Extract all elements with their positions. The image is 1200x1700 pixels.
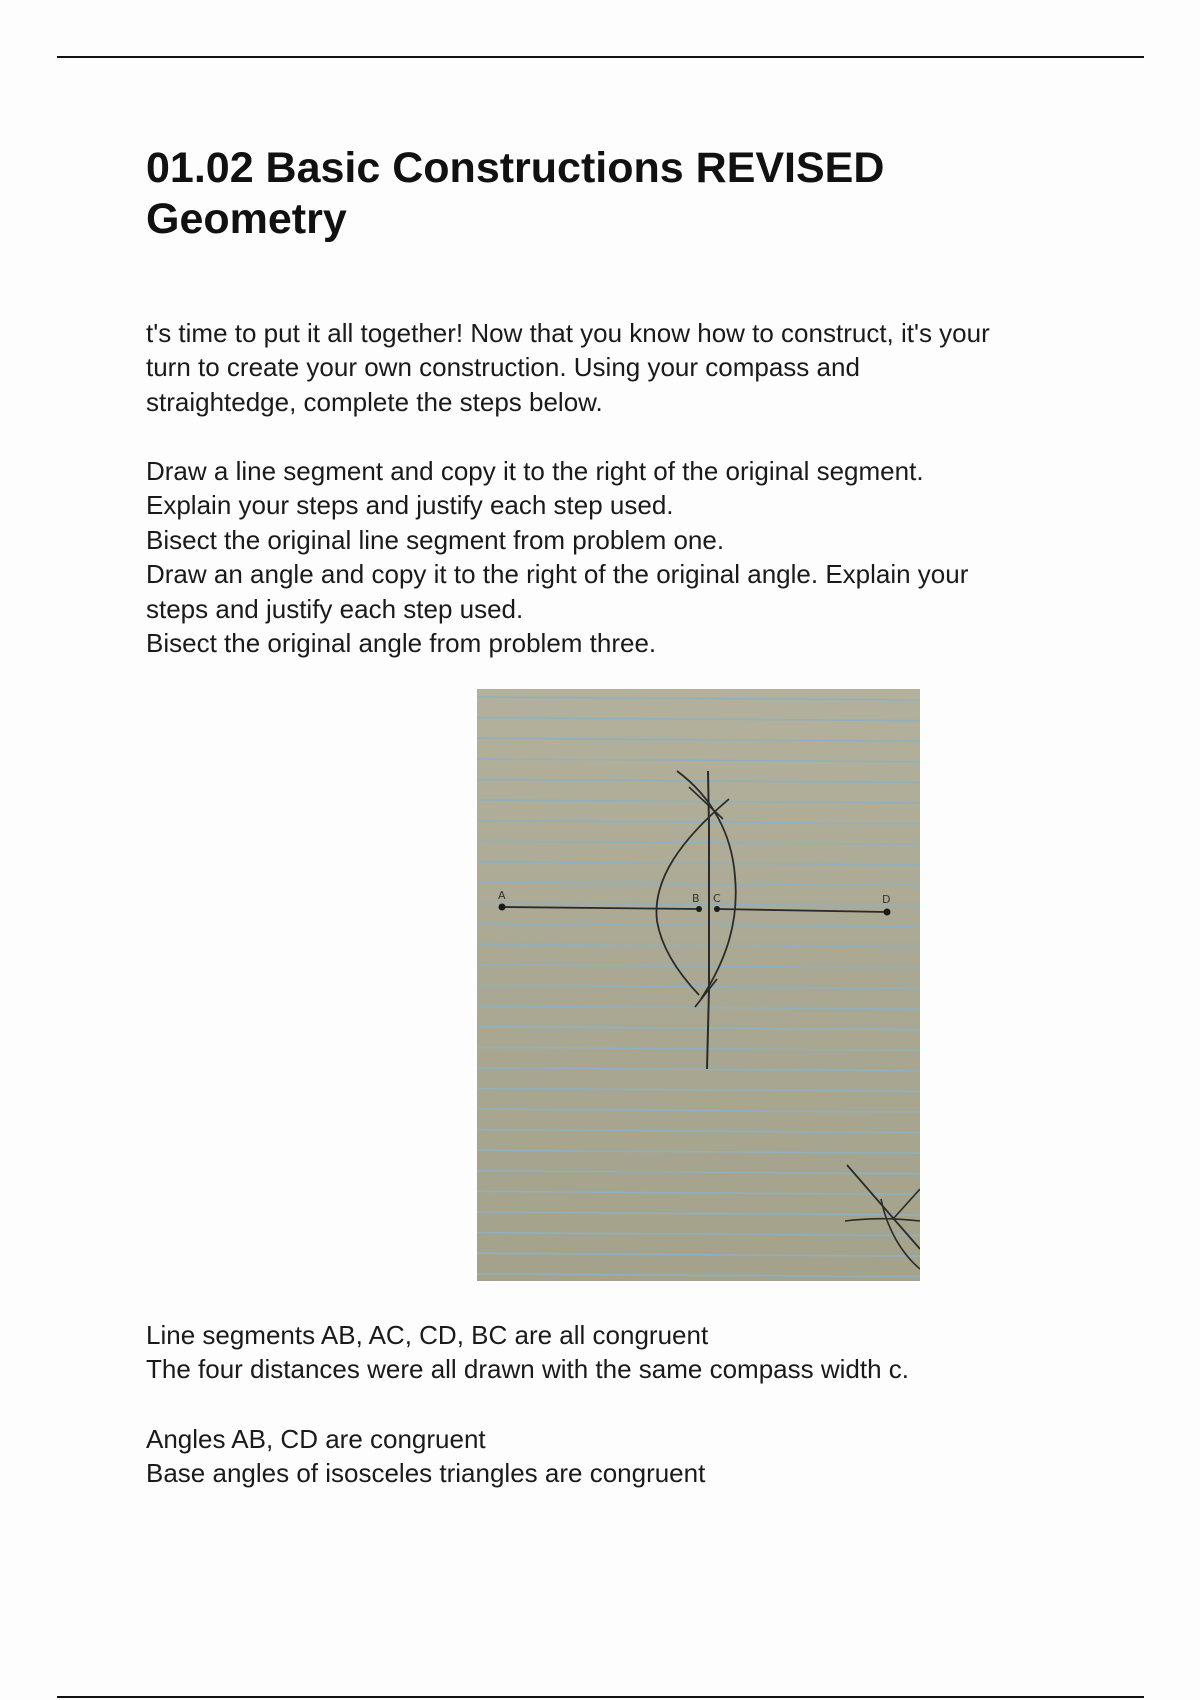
title-line-1: 01.02 Basic Constructions REVISED: [146, 144, 885, 192]
step-line: Bisect the original angle from problem three.: [146, 628, 657, 659]
step-line: Explain your steps and justify each step used.: [146, 490, 674, 521]
intro-line: turn to create your own construction. Using your compass and: [146, 352, 860, 383]
construction-photo: [477, 689, 920, 1281]
point-d: [884, 909, 891, 916]
justification-line: The four distances were all drawn with the same compass width c.: [146, 1354, 910, 1385]
label-c: C: [713, 892, 721, 905]
step-line: Draw a line segment and copy it to the right of the original segment.: [146, 456, 924, 486]
justification-2: [146, 1422, 1106, 1491]
intro-paragraph: [146, 316, 1106, 419]
point-a: [499, 904, 506, 911]
label-a: A: [498, 889, 506, 902]
label-d: D: [882, 893, 891, 906]
label-b: B: [692, 892, 700, 905]
justification-line: Base angles of isosceles triangles are congruent: [146, 1458, 706, 1489]
bottom-rule: [57, 1696, 1144, 1698]
step-line: Bisect the original line segment from problem one.: [146, 524, 725, 555]
intro-line: straightedge, complete the steps below.: [146, 386, 603, 417]
point-b: [696, 906, 702, 912]
step-line: Draw an angle and copy it to the right of the original angle. Explain your: [146, 559, 969, 590]
steps-paragraph: [146, 454, 1106, 660]
justification-line: Line segments AB, AC, CD, BC are all congruent: [146, 1320, 709, 1350]
step-line: steps and justify each step used.: [146, 593, 524, 624]
intro-line: t's time to put it all together! Now that you know how to construct, it's your: [146, 318, 990, 348]
justification-1: [146, 1318, 1106, 1387]
page-title: [146, 143, 1106, 245]
point-c: [714, 906, 720, 912]
justification-line: Angles AB, CD are congruent: [146, 1424, 486, 1454]
title-line-2: Geometry: [146, 195, 347, 243]
top-rule: [57, 56, 1144, 58]
construction-drawing: [477, 689, 920, 1281]
